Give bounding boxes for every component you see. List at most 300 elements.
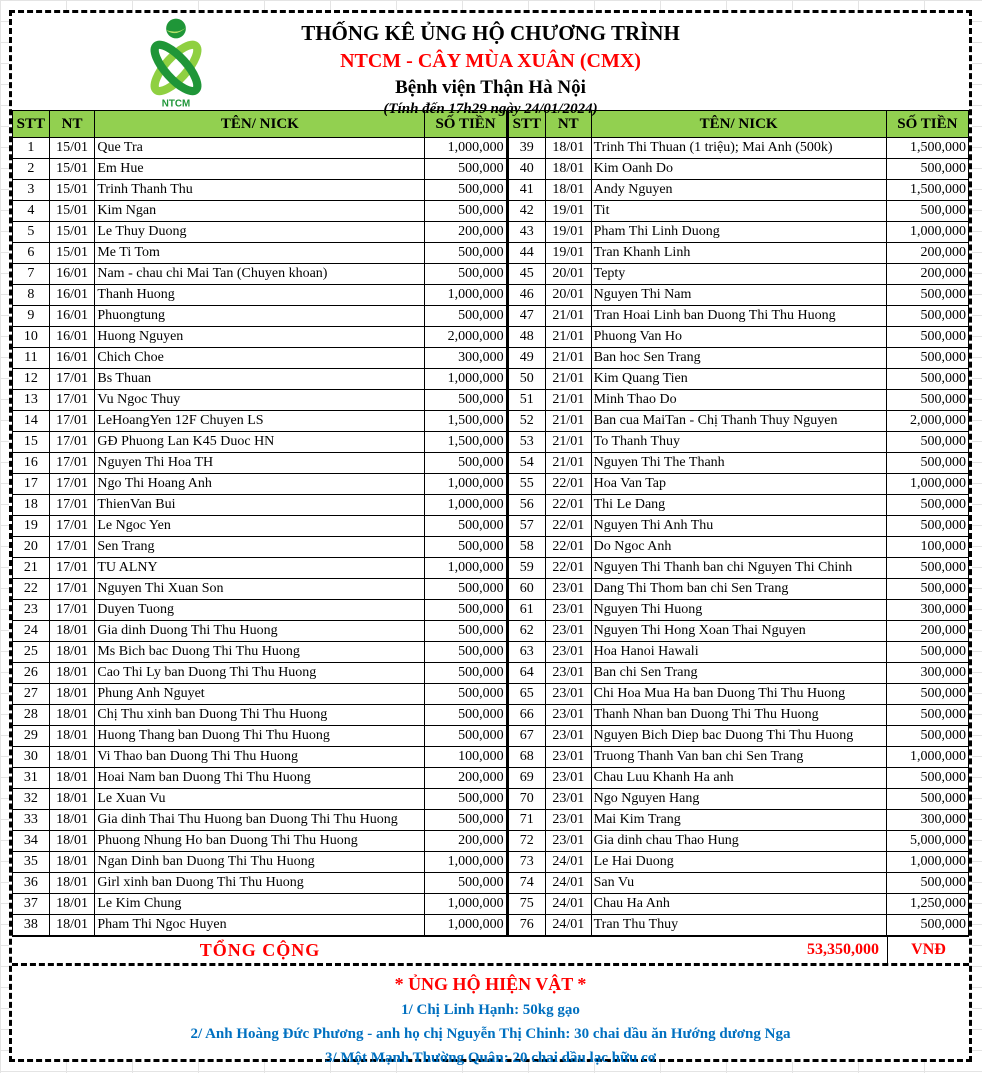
column-header-stt: STT	[508, 111, 546, 138]
name-cell: Phuong Van Ho	[591, 327, 886, 348]
amount-cell: 1,500,000	[886, 180, 968, 201]
table-row	[13, 852, 507, 873]
table-row	[13, 915, 507, 936]
table-row	[13, 411, 507, 432]
amount-cell: 1,500,000	[425, 411, 506, 432]
date-cell: 21/01	[545, 369, 591, 390]
name-cell: Bs Thuan	[95, 369, 425, 390]
table-row	[508, 705, 969, 726]
date-cell: 17/01	[49, 411, 95, 432]
amount-cell: 200,000	[425, 831, 506, 852]
stt-cell: 45	[508, 264, 546, 285]
date-cell: 21/01	[545, 348, 591, 369]
table-row	[13, 747, 507, 768]
amount-cell: 1,000,000	[425, 285, 506, 306]
name-cell: Duyen Tuong	[95, 600, 425, 621]
ntcm-logo	[130, 17, 222, 109]
date-cell: 23/01	[545, 768, 591, 789]
date-cell: 23/01	[545, 579, 591, 600]
date-cell: 18/01	[545, 159, 591, 180]
stt-cell: 42	[508, 201, 546, 222]
name-cell: Gia dinh Thai Thu Huong ban Duong Thi Thu Huong	[95, 810, 425, 831]
name-cell: LeHoangYen 12F Chuyen LS	[95, 411, 425, 432]
table-row	[508, 138, 969, 159]
stt-cell: 65	[508, 684, 546, 705]
name-cell: Kim Oanh Do	[591, 159, 886, 180]
amount-cell: 1,000,000	[425, 369, 506, 390]
name-cell: San Vu	[591, 873, 886, 894]
date-cell: 18/01	[49, 621, 95, 642]
table-row	[13, 705, 507, 726]
table-row	[13, 264, 507, 285]
date-cell: 21/01	[545, 327, 591, 348]
stt-cell: 6	[13, 243, 50, 264]
amount-cell: 200,000	[886, 264, 968, 285]
stt-cell: 49	[508, 348, 546, 369]
donation-tables	[12, 110, 969, 936]
amount-cell: 2,000,000	[886, 411, 968, 432]
total-label: TỔNG CỘNG	[199, 939, 321, 960]
amount-cell: 1,500,000	[425, 432, 506, 453]
amount-cell: 200,000	[425, 768, 506, 789]
table-row	[508, 390, 969, 411]
date-cell: 22/01	[545, 537, 591, 558]
date-cell: 18/01	[49, 873, 95, 894]
stt-cell: 39	[508, 138, 546, 159]
table-row	[13, 642, 507, 663]
date-cell: 18/01	[49, 726, 95, 747]
date-cell: 18/01	[49, 789, 95, 810]
stt-cell: 27	[13, 684, 50, 705]
amount-cell: 500,000	[425, 159, 506, 180]
stt-cell: 8	[13, 285, 50, 306]
amount-cell: 200,000	[886, 621, 968, 642]
table-row	[13, 768, 507, 789]
table-row	[508, 600, 969, 621]
date-cell: 23/01	[545, 747, 591, 768]
amount-cell: 500,000	[886, 873, 968, 894]
date-cell: 15/01	[49, 201, 95, 222]
name-cell: Thanh Nhan ban Duong Thi Thu Huong	[591, 705, 886, 726]
table-row	[13, 327, 507, 348]
stt-cell: 54	[508, 453, 546, 474]
amount-cell: 300,000	[886, 810, 968, 831]
date-cell: 17/01	[49, 390, 95, 411]
name-cell: Ngo Nguyen Hang	[591, 789, 886, 810]
stt-cell: 72	[508, 831, 546, 852]
name-cell: Hoa Hanoi Hawali	[591, 642, 886, 663]
amount-cell: 500,000	[886, 453, 968, 474]
stt-cell: 69	[508, 768, 546, 789]
amount-cell: 500,000	[425, 600, 506, 621]
name-cell: Kim Quang Tien	[591, 369, 886, 390]
amount-cell: 500,000	[886, 306, 968, 327]
name-cell: Le Hai Duong	[591, 852, 886, 873]
table-row	[508, 558, 969, 579]
amount-cell: 500,000	[425, 264, 506, 285]
table-row	[508, 453, 969, 474]
stt-cell: 50	[508, 369, 546, 390]
stt-cell: 34	[13, 831, 50, 852]
date-cell: 23/01	[545, 831, 591, 852]
date-cell: 16/01	[49, 348, 95, 369]
date-cell: 22/01	[545, 474, 591, 495]
table-row	[508, 810, 969, 831]
table-row	[13, 348, 507, 369]
amount-cell: 500,000	[886, 285, 968, 306]
table-row	[508, 894, 969, 915]
table-row	[13, 873, 507, 894]
date-cell: 18/01	[49, 642, 95, 663]
date-cell: 17/01	[49, 558, 95, 579]
table-row	[508, 642, 969, 663]
date-cell: 20/01	[545, 285, 591, 306]
name-cell: Le Xuan Vu	[95, 789, 425, 810]
amount-cell: 1,000,000	[425, 558, 506, 579]
date-cell: 17/01	[49, 600, 95, 621]
ntcm-logo-graphic	[130, 17, 222, 109]
amount-cell: 500,000	[886, 726, 968, 747]
amount-cell: 2,000,000	[425, 327, 506, 348]
table-row	[508, 747, 969, 768]
date-cell: 19/01	[545, 201, 591, 222]
table-row	[13, 831, 507, 852]
date-cell: 18/01	[49, 831, 95, 852]
stt-cell: 29	[13, 726, 50, 747]
name-cell: Huong Thang ban Duong Thi Thu Huong	[95, 726, 425, 747]
table-row	[508, 915, 969, 936]
table-row	[13, 558, 507, 579]
table-row	[13, 243, 507, 264]
date-cell: 21/01	[545, 453, 591, 474]
date-cell: 16/01	[49, 327, 95, 348]
stt-cell: 36	[13, 873, 50, 894]
column-header-amount: SỐ TIỀN	[886, 111, 968, 138]
table-row	[13, 180, 507, 201]
name-cell: Trinh Thi Thuan (1 triệu); Mai Anh (500k)	[591, 138, 886, 159]
table-row	[13, 453, 507, 474]
column-header-nt: NT	[49, 111, 95, 138]
date-cell: 17/01	[49, 369, 95, 390]
name-cell: Sen Trang	[95, 537, 425, 558]
table-row	[508, 537, 969, 558]
stt-cell: 48	[508, 327, 546, 348]
hospital-name: Bệnh viện Thận Hà Nội	[395, 77, 586, 98]
column-header-stt: STT	[13, 111, 50, 138]
stt-cell: 46	[508, 285, 546, 306]
name-cell: Thi Le Dang	[591, 495, 886, 516]
table-row	[508, 726, 969, 747]
date-cell: 23/01	[545, 810, 591, 831]
stt-cell: 67	[508, 726, 546, 747]
table-row	[508, 831, 969, 852]
name-cell: Kim Ngan	[95, 201, 425, 222]
table-row	[13, 810, 507, 831]
date-cell: 18/01	[545, 180, 591, 201]
amount-cell: 500,000	[886, 705, 968, 726]
statistics-sheet	[9, 10, 972, 1066]
date-cell: 18/01	[49, 894, 95, 915]
amount-cell: 500,000	[886, 642, 968, 663]
date-cell: 23/01	[545, 642, 591, 663]
report-title: THỐNG KÊ ỦNG HỘ CHƯƠNG TRÌNH	[301, 21, 680, 45]
name-cell: Phuong Nhung Ho ban Duong Thi Thu Huong	[95, 831, 425, 852]
amount-cell: 200,000	[425, 222, 506, 243]
date-cell: 16/01	[49, 264, 95, 285]
name-cell: Gia dinh chau Thao Hung	[591, 831, 886, 852]
stt-cell: 16	[13, 453, 50, 474]
donation-table-right	[507, 110, 969, 936]
name-cell: GĐ Phuong Lan K45 Duoc HN	[95, 432, 425, 453]
report-timestamp: (Tính đến 17h29 ngày 24/01/2024)	[383, 101, 598, 117]
inkind-line-1: 1/ Chị Linh Hạnh: 50kg gạo	[401, 1002, 580, 1018]
date-cell: 22/01	[545, 558, 591, 579]
date-cell: 18/01	[49, 747, 95, 768]
amount-cell: 500,000	[425, 306, 506, 327]
name-cell: Trinh Thanh Thu	[95, 180, 425, 201]
date-cell: 23/01	[545, 600, 591, 621]
inkind-line-2: 2/ Anh Hoàng Đức Phương - anh họ chị Nguyễn Thị Chinh: 30 chai dầu ăn Hướng dương Nga	[190, 1026, 791, 1042]
stt-cell: 4	[13, 201, 50, 222]
stt-cell: 55	[508, 474, 546, 495]
inkind-line-3: 3/ Một Mạnh Thường Quân: 20 chai dầu lạc hữu cơ	[324, 1050, 657, 1066]
name-cell: Nguyen Thi The Thanh	[591, 453, 886, 474]
stt-cell: 24	[13, 621, 50, 642]
amount-cell: 500,000	[425, 873, 506, 894]
amount-cell: 500,000	[425, 579, 506, 600]
date-cell: 21/01	[545, 432, 591, 453]
stt-cell: 71	[508, 810, 546, 831]
date-cell: 17/01	[49, 579, 95, 600]
stt-cell: 23	[13, 600, 50, 621]
date-cell: 18/01	[49, 663, 95, 684]
amount-cell: 500,000	[886, 495, 968, 516]
date-cell: 15/01	[49, 159, 95, 180]
table-row	[508, 852, 969, 873]
stt-cell: 10	[13, 327, 50, 348]
stt-cell: 20	[13, 537, 50, 558]
name-cell: Cao Thi Ly ban Duong Thi Thu Huong	[95, 663, 425, 684]
amount-cell: 500,000	[886, 915, 968, 936]
stt-cell: 62	[508, 621, 546, 642]
column-header-name: TÊN/ NICK	[95, 111, 425, 138]
inkind-title: * ỦNG HỘ HIỆN VẬT *	[394, 974, 587, 994]
stt-cell: 30	[13, 747, 50, 768]
amount-cell: 1,500,000	[886, 138, 968, 159]
table-row	[13, 369, 507, 390]
name-cell: Ms Bich bac Duong Thi Thu Huong	[95, 642, 425, 663]
stt-cell: 43	[508, 222, 546, 243]
stt-cell: 74	[508, 873, 546, 894]
donation-table-left	[12, 110, 507, 936]
column-header-name: TÊN/ NICK	[591, 111, 886, 138]
amount-cell: 1,000,000	[425, 138, 506, 159]
name-cell: Tran Hoai Linh ban Duong Thi Thu Huong	[591, 306, 886, 327]
amount-cell: 1,000,000	[425, 495, 506, 516]
stt-cell: 9	[13, 306, 50, 327]
stt-cell: 59	[508, 558, 546, 579]
name-cell: Chau Ha Anh	[591, 894, 886, 915]
name-cell: Nguyen Thi Huong	[591, 600, 886, 621]
table-row	[508, 873, 969, 894]
table-row	[508, 663, 969, 684]
stt-cell: 37	[13, 894, 50, 915]
amount-cell: 1,000,000	[886, 852, 968, 873]
name-cell: Nguyen Bich Diep bac Duong Thi Thu Huong	[591, 726, 886, 747]
name-cell: Hoa Van Tap	[591, 474, 886, 495]
amount-cell: 500,000	[886, 768, 968, 789]
amount-cell: 500,000	[886, 369, 968, 390]
table-row	[508, 369, 969, 390]
date-cell: 18/01	[49, 810, 95, 831]
amount-cell: 500,000	[425, 789, 506, 810]
amount-cell: 500,000	[425, 201, 506, 222]
table-row	[13, 600, 507, 621]
stt-cell: 52	[508, 411, 546, 432]
stt-cell: 14	[13, 411, 50, 432]
stt-cell: 58	[508, 537, 546, 558]
amount-cell: 300,000	[425, 348, 506, 369]
stt-cell: 1	[13, 138, 50, 159]
stt-cell: 73	[508, 852, 546, 873]
name-cell: Truong Thanh Van ban chi Sen Trang	[591, 747, 886, 768]
date-cell: 24/01	[545, 915, 591, 936]
table-row	[508, 285, 969, 306]
amount-cell: 1,000,000	[425, 852, 506, 873]
stt-cell: 22	[13, 579, 50, 600]
date-cell: 18/01	[49, 768, 95, 789]
date-cell: 24/01	[545, 894, 591, 915]
program-title: NTCM - CÂY MÙA XUÂN (CMX)	[340, 50, 641, 72]
date-cell: 18/01	[49, 852, 95, 873]
date-cell: 22/01	[545, 495, 591, 516]
stt-cell: 35	[13, 852, 50, 873]
stt-cell: 61	[508, 600, 546, 621]
table-row	[508, 684, 969, 705]
name-cell: Do Ngoc Anh	[591, 537, 886, 558]
name-cell: Ban cua MaiTan - Chị Thanh Thuy Nguyen	[591, 411, 886, 432]
table-row	[508, 432, 969, 453]
date-cell: 23/01	[545, 621, 591, 642]
date-cell: 17/01	[49, 537, 95, 558]
stt-cell: 56	[508, 495, 546, 516]
name-cell: Pham Thi Ngoc Huyen	[95, 915, 425, 936]
name-cell: Tran Thu Thuy	[591, 915, 886, 936]
table-row	[13, 579, 507, 600]
stt-cell: 76	[508, 915, 546, 936]
stt-cell: 70	[508, 789, 546, 810]
stt-cell: 21	[13, 558, 50, 579]
name-cell: Huong Nguyen	[95, 327, 425, 348]
date-cell: 23/01	[545, 705, 591, 726]
table-row	[508, 768, 969, 789]
table-row	[508, 474, 969, 495]
amount-cell: 500,000	[886, 432, 968, 453]
table-row	[13, 726, 507, 747]
name-cell: Chau Luu Khanh Ha anh	[591, 768, 886, 789]
date-cell: 18/01	[49, 705, 95, 726]
table-row	[13, 621, 507, 642]
total-row	[12, 936, 969, 963]
amount-cell: 200,000	[886, 243, 968, 264]
date-cell: 15/01	[49, 180, 95, 201]
table-row	[13, 306, 507, 327]
name-cell: Thanh Huong	[95, 285, 425, 306]
stt-cell: 18	[13, 495, 50, 516]
amount-cell: 500,000	[886, 579, 968, 600]
amount-cell: 100,000	[425, 747, 506, 768]
stt-cell: 53	[508, 432, 546, 453]
name-cell: Nguyen Thi Xuan Son	[95, 579, 425, 600]
amount-cell: 500,000	[425, 453, 506, 474]
name-cell: Nguyen Thi Nam	[591, 285, 886, 306]
stt-cell: 66	[508, 705, 546, 726]
amount-cell: 500,000	[886, 684, 968, 705]
table-row	[508, 201, 969, 222]
name-cell: Chich Choe	[95, 348, 425, 369]
stt-cell: 75	[508, 894, 546, 915]
amount-cell: 500,000	[886, 558, 968, 579]
name-cell: Mai Kim Trang	[591, 810, 886, 831]
amount-cell: 500,000	[886, 201, 968, 222]
name-cell: Que Tra	[95, 138, 425, 159]
amount-cell: 1,000,000	[886, 222, 968, 243]
date-cell: 21/01	[545, 306, 591, 327]
date-cell: 21/01	[545, 411, 591, 432]
table-row	[13, 222, 507, 243]
name-cell: Nguyen Thi Hong Xoan Thai Nguyen	[591, 621, 886, 642]
stt-cell: 13	[13, 390, 50, 411]
date-cell: 17/01	[49, 495, 95, 516]
name-cell: Chị Thu xinh ban Duong Thi Thu Huong	[95, 705, 425, 726]
stt-cell: 32	[13, 789, 50, 810]
name-cell: To Thanh Thuy	[591, 432, 886, 453]
name-cell: Le Thuy Duong	[95, 222, 425, 243]
table-row	[13, 789, 507, 810]
amount-cell: 500,000	[886, 516, 968, 537]
date-cell: 24/01	[545, 852, 591, 873]
table-row	[13, 138, 507, 159]
stt-cell: 12	[13, 369, 50, 390]
stt-cell: 63	[508, 642, 546, 663]
name-cell: Chi Hoa Mua Ha ban Duong Thi Thu Huong	[591, 684, 886, 705]
stt-cell: 33	[13, 810, 50, 831]
table-row	[508, 579, 969, 600]
table-row	[508, 264, 969, 285]
inkind-donations-section	[12, 963, 969, 1070]
amount-cell: 500,000	[425, 726, 506, 747]
amount-cell: 500,000	[425, 642, 506, 663]
name-cell: Dang Thi Thom ban chi Sen Trang	[591, 579, 886, 600]
amount-cell: 500,000	[425, 516, 506, 537]
name-cell: Minh Thao Do	[591, 390, 886, 411]
amount-cell: 300,000	[886, 663, 968, 684]
date-cell: 16/01	[49, 285, 95, 306]
date-cell: 23/01	[545, 684, 591, 705]
table-row	[13, 285, 507, 306]
stt-cell: 3	[13, 180, 50, 201]
name-cell: Girl xinh ban Duong Thi Thu Huong	[95, 873, 425, 894]
table-row	[13, 663, 507, 684]
name-cell: Nam - chau chi Mai Tan (Chuyen khoan)	[95, 264, 425, 285]
amount-cell: 300,000	[886, 600, 968, 621]
amount-cell: 500,000	[886, 159, 968, 180]
table-row	[508, 306, 969, 327]
amount-cell: 1,000,000	[886, 747, 968, 768]
date-cell: 18/01	[49, 915, 95, 936]
stt-cell: 31	[13, 768, 50, 789]
name-cell: Le Ngoc Yen	[95, 516, 425, 537]
